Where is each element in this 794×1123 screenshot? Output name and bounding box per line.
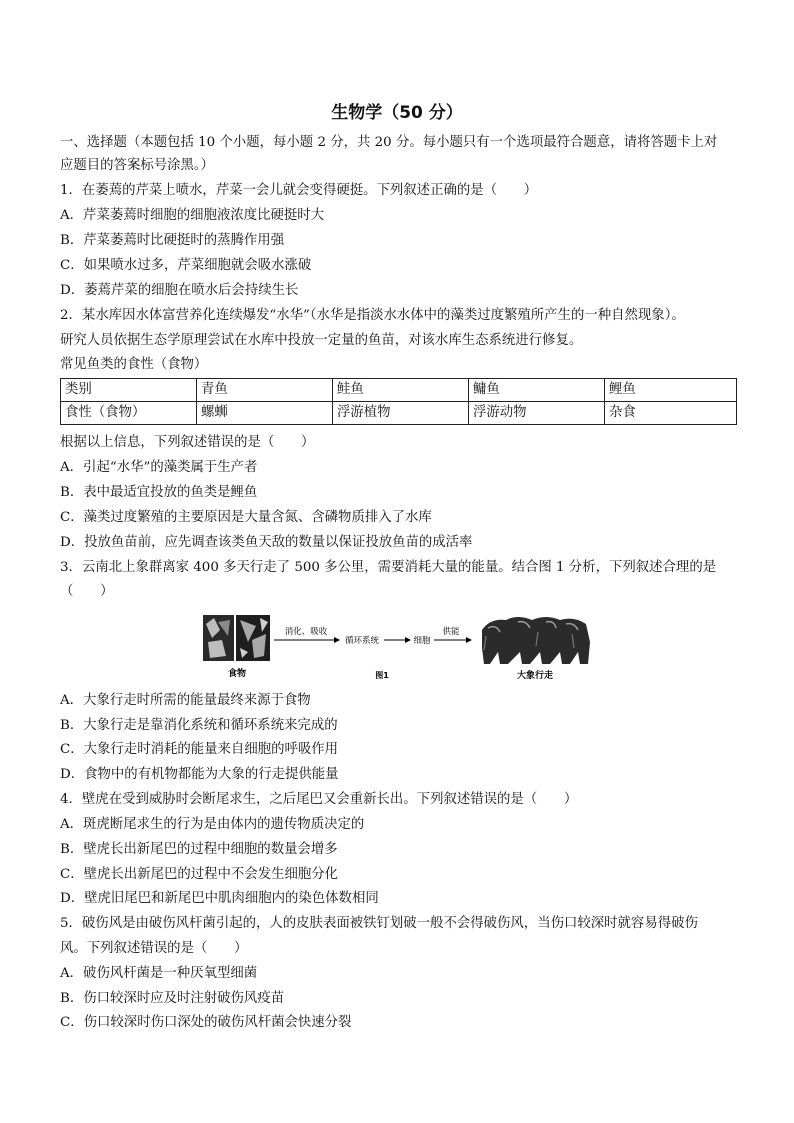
q1-stem: 1．在萎蔫的芹菜上喷水，芹菜一会儿就会变得硬挺。下列叙述正确的是（ ） [60, 183, 538, 198]
q2-table-caption: 常见鱼类的食性（食物） [60, 357, 208, 372]
q1-option-a: A．芹菜萎蔫时细胞的细胞液浓度比硬挺时大 [60, 208, 325, 223]
q1-option-b: B．芹菜萎蔫时比硬挺时的蒸腾作用强 [60, 233, 285, 248]
q5-option-c: C．伤口较深时伤口深处的破伤风杆菌会快速分裂 [60, 1015, 352, 1030]
table-cell: 鲤鱼 [605, 379, 737, 402]
q5-stem-line-2: 风。下列叙述错误的是（ ） [60, 941, 248, 956]
figure-caption: 图1 [375, 671, 389, 680]
table-cell: 杂食 [605, 402, 737, 425]
q4-option-a: A．斑虎断尾求生的行为是由体内的遗传物质决定的 [60, 817, 365, 832]
q5-option-b: B．伤口较深时应及时注射破伤风疫苗 [60, 991, 285, 1006]
q2-question: 根据以上信息，下列叙述错误的是（ ） [60, 435, 315, 450]
figure-label-food: 食物 [227, 669, 247, 679]
q3-option-a: A．大象行走时所需的能量最终来源于食物 [60, 693, 311, 708]
node-cell: 细胞 [413, 636, 431, 646]
table-cell: 鳙鱼 [469, 379, 605, 402]
q5-option-a: A．破伤风杆菌是一种厌氧型细菌 [60, 966, 258, 981]
section-heading-line-1: 一、选择题（本题包括 10 个小题，每小题 2 分，共 20 分。每小题只有一个选项最符合题意，请将答题卡上对 [60, 135, 718, 150]
q3-option-b: B．大象行走是靠消化系统和循环系统来完成的 [60, 718, 338, 733]
q3-option-c: C．大象行走时消耗的能量来自细胞的呼吸作用 [60, 742, 339, 757]
table-cell: 青鱼 [197, 379, 333, 402]
section-heading-line-2: 应题目的答案标号涂黑。） [60, 158, 214, 173]
arrowhead-icon [466, 637, 472, 643]
table-cell: 螺蛳 [197, 402, 333, 425]
q2-option-c: C．藻类过度繁殖的主要原因是大量含氮、含磷物质排入了水库 [60, 510, 432, 525]
arrowhead-icon [334, 637, 340, 643]
table-cell: 浮游动物 [469, 402, 605, 425]
arrow-label-energy: 供能 [442, 627, 460, 637]
energy-flow-figure [200, 612, 595, 684]
q4-option-c: C．壁虎长出新尾巴的过程中不会发生细胞分化 [60, 867, 339, 882]
table-row [61, 402, 737, 425]
q1-option-c: C．如果喷水过多，芹菜细胞就会吸水涨破 [60, 258, 312, 273]
q4-stem: 4．壁虎在受到威胁时会断尾求生，之后尾巴又会重新长出。下列叙述错误的是（ ） [60, 792, 578, 807]
table-row [61, 379, 737, 402]
q2-option-d: D．投放鱼苗前，应先调查该类鱼天敌的数量以保证投放鱼苗的成活率 [60, 535, 473, 550]
q2-option-b: B．表中最适宜投放的鱼类是鲤鱼 [60, 485, 258, 500]
page-title: 生物学（50 分） [331, 103, 463, 123]
table-cell: 食性（食物） [61, 402, 197, 425]
q2-stem-line-1: 2．某水库因水体富营养化连续爆发“水华”（水华是指淡水水体中的藻类过度繁殖所产生的一种自然现象）。 [60, 308, 685, 323]
fish-diet-table [60, 378, 737, 425]
q3-option-d: D．食物中的有机物都能为大象的行走提供能量 [60, 767, 339, 782]
arrowhead-icon [405, 637, 411, 643]
q2-option-a: A．引起“水华”的藻类属于生产者 [60, 460, 258, 475]
food-image [203, 615, 270, 661]
arrow-label-digestion: 消化、吸收 [284, 627, 328, 637]
figure-label-elephant: 大象行走 [516, 671, 554, 681]
q1-option-d: D．萎蔫芹菜的细胞在喷水后会持续生长 [60, 283, 299, 298]
table-cell: 鲑鱼 [333, 379, 469, 402]
elephant-herd-image [482, 617, 590, 664]
q5-stem-line-1: 5．破伤风是由破伤风杆菌引起的，人的皮肤表面被铁钉划破一般不会得破伤风，当伤口较深时就容易得破伤 [60, 916, 698, 931]
table-cell: 浮游植物 [333, 402, 469, 425]
q3-stem-line-2: （ ） [60, 584, 114, 599]
q4-option-d: D．壁虎旧尾巴和新尾巴中肌肉细胞内的染色体数相同 [60, 891, 379, 906]
node-circulation: 循环系统 [344, 636, 380, 646]
table-cell: 类别 [61, 379, 197, 402]
q4-option-b: B．壁虎长出新尾巴的过程中细胞的数量会增多 [60, 842, 338, 857]
q2-stem-line-2: 研究人员依据生态学原理尝试在水库中投放一定量的鱼苗，对该水库生态系统进行修复。 [60, 333, 583, 348]
q3-stem-line-1: 3．云南北上象群离家 400 多天行走了 500 多公里，需要消耗大量的能量。结合图 1 分析，下列叙述合理的是 [60, 560, 717, 575]
